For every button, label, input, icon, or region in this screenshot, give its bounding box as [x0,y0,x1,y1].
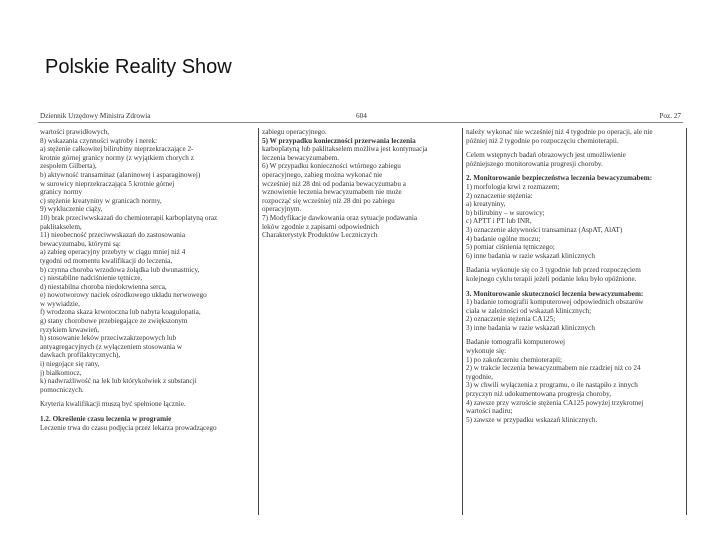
text-line: rozpocząć się wcześniej niż 28 dni po zabiegu [262,196,395,205]
text-line: 2) w trakcie leczenia bewacyzumabem nie rzadziej niż co 24 [466,364,641,373]
text-line: przyczyn niż udokumentowana progresja choroby, [466,390,612,399]
text-line: 6) W przypadku konieczności wtórnego zabiegu [262,162,401,171]
text-line: 10) brak przeciwwskazań do chemioterapii karboplatyną oraz [40,213,218,222]
text-line: a) zabieg operacyjny przebyty w ciągu mniej niż 4 [40,248,186,257]
text-line: należy wykonać nie wcześniej niż 4 tygodnie po operacji, ale nie [466,128,653,136]
text-line: wcześniej niż 28 dni od podania bewacyzumabu a [262,179,406,188]
text-line: 9) wykluczenie ciąży, [40,205,103,214]
text-line: b) czynna choroba wrzodowa żołądka lub dwunastnicy, [40,265,200,274]
text-line: 1) po zakończeniu chemioterapii; [466,355,562,364]
text-line: b) bilirubiny – w surowicy; [466,208,545,217]
page-number: 604 [356,112,367,120]
text-line: wznowienie leczenia bewacyzumabem nie może [262,188,402,197]
text-line: 5) W przypadku konieczności przerwania leczenia [262,136,416,145]
text-line: Badanie tomografii komputerowej [466,338,566,347]
text-column-3 [466,128,684,515]
position-number: Poz. 27 [659,112,681,120]
text-line: antyagregacyjnych (z wyłączeniem stosowania w [40,342,183,351]
text-line: późniejszego monitorowania progresji choroby. [466,159,603,168]
text-line: kolejnego cyklu terapii jeżeli podanie leku było opóźnione. [466,274,637,283]
text-line: c) APTT i PT lub INR, [466,217,532,226]
column-divider [258,128,259,515]
text-line: d) niestabilna choroba niedokrwienna serca, [40,282,167,291]
text-line: tygodni od momentu kwalifikacji do leczenia, [40,256,173,265]
text-line: wartości nadiru; [466,407,513,416]
text-line: 5) zawsze w przypadku wskazań klinicznych. [466,415,598,424]
text-line: 2. Monitorowanie bezpieczeństwa leczenia bewacyzumabem: [466,174,653,183]
text-line: Badania wykonuje się co 3 tygodnie lub przed rozpoczęciem [466,266,641,275]
slide-title: Polskie Reality Show [45,56,232,78]
text-line: 1) morfologia krwi z rozmazem; [466,182,560,191]
text-line: operacyjnym. [262,205,302,214]
text-line: ciała w zależności od wskazań klinicznych; [466,306,592,315]
text-line: zabiegu operacyjnego. [262,128,327,136]
text-line: leczenia bewacyzumabem. [262,153,340,162]
text-line: operacyjnego, zabieg można wykonać nie [262,170,383,179]
text-line: wykonuje się: [466,347,507,356]
text-line: 3) inne badania w razie wskazań klinicznych [466,323,595,332]
text-line: 3) oznaczenie aktywności transaminaz (AspAT, AlAT) [466,225,623,234]
text-line: dawkach profilaktycznych), [40,351,121,360]
text-line: e) nowotworowy naciek ośrodkowego układu nerwowego [40,291,207,300]
text-line: pomocniczych. [40,385,84,394]
text-line: j) białkomocz, [40,368,82,377]
text-line: i) niegojące się rany, [40,360,100,369]
text-column-1 [40,128,254,515]
text-line: b) aktywność transaminaz (alaninowej i asparaginowej) [40,170,201,179]
text-line: 1.2. Określenie czasu leczenia w programie [40,415,172,423]
text-line: 7) Modyfikacje dawkowania oraz sytuacje podawania [262,213,418,222]
text-line: krotnie górnej granicy normy (z wyjątkiem chorych z [40,153,194,162]
column-divider [686,128,687,515]
text-line: h) stosowanie leków przeciwzakrzepowych lub [40,334,177,343]
text-line: paklitakselem, [40,222,82,231]
text-line: w surowicy nieprzekraczająca 5 krotnie górnej [40,179,175,188]
text-line: a) stężenie całkowitej bilirubiny nieprzekraczające 2- [40,145,194,154]
text-line: 11) nieobecność przeciwwskazań do zastosowania [40,231,186,240]
document-page [28,110,693,515]
text-line: Celem wstępnych badań obrazowych jest umożliwienie [466,151,626,160]
text-line: karboplatyną lub paklitakselem możliwa jest kontynuacja [262,145,428,154]
text-line: bewacyzumabu, którymi są: [40,239,121,248]
text-line: k) nadwrażliwość na lek lub którykolwiek z substancji [40,377,197,386]
text-line: wartości prawidłowych, [40,128,110,136]
text-line: leków zgodnie z zapisami odpowiednich [262,222,379,231]
text-line: ryzykiem krwawień, [40,325,100,334]
text-line: c) niestabilne nadciśnienie tętnicze, [40,274,143,283]
text-line: 6) inne badania w razie wskazań klinicznych [466,251,595,260]
text-line: 2) oznaczenie stężenia CA125; [466,315,556,324]
text-line: 5) pomiar ciśnienia tętniczego; [466,243,555,252]
text-line: g) stany chorobowe przebiegające ze zwiększonym [40,317,188,326]
journal-header: Dziennik Urzędowy Ministra Zdrowia [40,112,151,120]
text-line: 2) oznaczenie stężenia: [466,191,533,200]
text-line: Charakterystyk Produktów Leczniczych [262,231,378,240]
text-line: 4) zawsze przy wzroście stężenia CA125 powyżej trzykrotnej [466,398,644,407]
text-line: Leczenie trwa do czasu podjęcia przez lekarza prowadzącego [40,423,217,432]
column-divider [462,128,463,515]
text-line: 8) wskazania czynności wątroby i nerek: [40,136,158,145]
text-column-2 [262,128,458,515]
text-line: w wywiadzie, [40,299,80,308]
header-rule [38,122,683,123]
text-line: 1) badanie tomografii komputerowej odpowiednich obszarów [466,298,644,307]
text-line: 4) badanie ogólne moczu; [466,234,541,243]
text-line: granicy normy [40,188,83,197]
text-line: tygodnie, [466,372,493,381]
text-line: zespołem Gilberta), [40,162,97,171]
text-line: f) wrodzona skaza krwotoczna lub nabyta koagulopatia, [40,308,201,317]
text-line: Kryteria kwalifikacji muszą być spełnione łącznie. [40,400,186,409]
text-line: a) kreatyniny, [466,200,506,209]
text-line: później niż 2 tygodnie po rozpoczęciu chemioterapii. [466,136,619,145]
text-line: c) stężenie kreatyniny w granicach normy, [40,196,162,205]
text-line: 3. Monitorowanie skuteczności leczenia bewacyzumabem: [466,289,644,298]
text-line: 3) w chwili wyłączenia z programu, o ile nastąpiło z innych [466,381,638,390]
